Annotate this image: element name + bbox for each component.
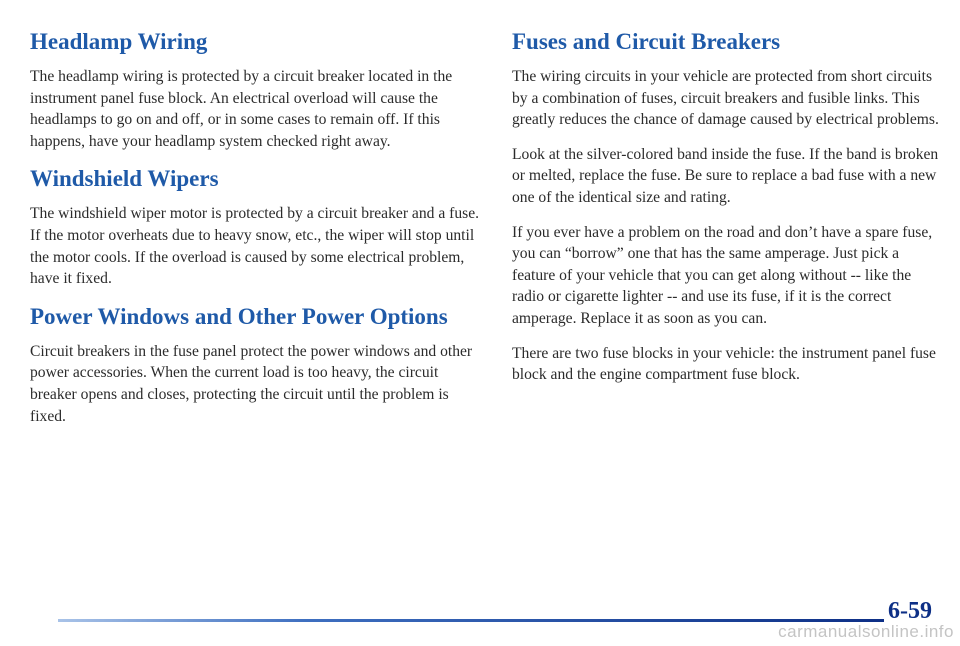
heading-fuses-circuit-breakers: Fuses and Circuit Breakers bbox=[512, 29, 781, 54]
heading-windshield-wipers: Windshield Wipers bbox=[30, 166, 219, 192]
section-headlamp-wiring bbox=[30, 28, 485, 152]
paragraph-fuses-borrow: If you ever have a problem on the road and don’t have a spare fuse, you can “borrow” one that has the same amperage. Just pick a feature of your vehicle that you can get along without -- like the radio or cigarette lighter -- and use its fuse, if it is the correct amperage. Replace it as soon as you can. bbox=[512, 223, 933, 327]
footer-rule bbox=[58, 619, 884, 622]
paragraph-fuses-blocks: There are two fuse blocks in your vehicle: the instrument panel fuse block and the engine compartment fuse block. bbox=[512, 344, 936, 384]
paragraph-headlamp-wiring: The headlamp wiring is protected by a circuit breaker located in the instrument panel fuse block. An electrical overload will cause the headlamps to go on and off, or in some cases to remain off. If this happens, have your headlamp system checked right away. bbox=[30, 68, 453, 150]
left-column bbox=[30, 28, 485, 440]
watermark: carmanualsonline.info bbox=[778, 622, 954, 641]
paragraph-fuses-band: Look at the silver-colored band inside the fuse. If the band is broken or melted, replace the fuse. Be sure to replace a bad fuse with a new one of the identical size and rating. bbox=[512, 145, 939, 206]
right-column bbox=[512, 28, 944, 399]
heading-power-windows: Power Windows and Other Power Options bbox=[30, 303, 448, 329]
paragraph-power-windows: Circuit breakers in the fuse panel protect the power windows and other power accessories. When the current load is too heavy, the circuit breaker opens and closes, protecting the circuit until the problem is fixed. bbox=[30, 342, 473, 425]
paragraph-fuses-intro: The wiring circuits in your vehicle are protected from short circuits by a combination of fuses, circuit breakers and fusible links. This greatly reduces the chance of damage caused by electrical problems. bbox=[512, 68, 939, 129]
page-number: 6-59 bbox=[888, 598, 932, 624]
heading-headlamp-wiring: Headlamp Wiring bbox=[30, 29, 208, 54]
paragraph-windshield-wipers: The windshield wiper motor is protected by a circuit breaker and a fuse. If the motor overheats due to heavy snow, etc., the wiper will stop until the motor cools. If the overload is caused by some electrical problem, have it fixed. bbox=[30, 205, 480, 288]
section-windshield-wipers bbox=[30, 165, 485, 289]
section-fuses-circuit-breakers bbox=[512, 28, 944, 386]
section-power-windows bbox=[30, 303, 485, 427]
